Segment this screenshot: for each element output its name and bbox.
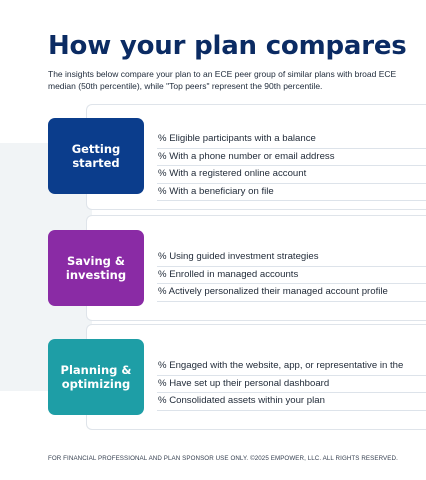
intro-line-1: The insights below compare your plan to an ECE peer group of similar plans with broad ECE [48, 69, 397, 79]
section-label-getting-started [48, 118, 144, 194]
metric-list-saving-investing [157, 249, 426, 302]
metric-row: % Engaged with the website, app, or representative in the [157, 358, 426, 376]
metric-row: % Consolidated assets within your plan [157, 393, 426, 411]
metric-row: % With a phone number or email address [157, 149, 426, 167]
metric-list-getting-started [157, 131, 426, 201]
page-title: How your plan compares [48, 31, 407, 61]
metric-row: % With a registered online account [157, 166, 426, 184]
section-label-planning-optimizing [48, 339, 144, 415]
section-label-line-1: Planning & [60, 363, 132, 377]
metric-row: % With a beneficiary on file [157, 184, 426, 202]
section-label-line-2: started [72, 156, 120, 170]
section-label-line-1: Getting [71, 142, 121, 156]
section-label-line-2: investing [65, 268, 127, 282]
metric-row: % Have set up their personal dashboard [157, 376, 426, 394]
metric-row: % Enrolled in managed accounts [157, 267, 426, 285]
footer-disclaimer: FOR FINANCIAL PROFESSIONAL AND PLAN SPONSOR USE ONLY. ©2025 EMPOWER, LLC. ALL RIGHTS RESERVED. [48, 455, 398, 462]
section-label-line-2: optimizing [61, 377, 131, 391]
metric-row: % Eligible participants with a balance [157, 131, 426, 149]
section-label-line-1: Saving & [67, 254, 125, 268]
metric-row: % Using guided investment strategies [157, 249, 426, 267]
metric-list-planning-optimizing [157, 358, 426, 411]
metric-row: % Actively personalized their managed account profile [157, 284, 426, 302]
intro-text [48, 68, 426, 92]
intro-line-2: median (50th percentile), while "Top peers" represent the 90th percentile. [48, 81, 323, 91]
section-label-saving-investing [48, 230, 144, 306]
